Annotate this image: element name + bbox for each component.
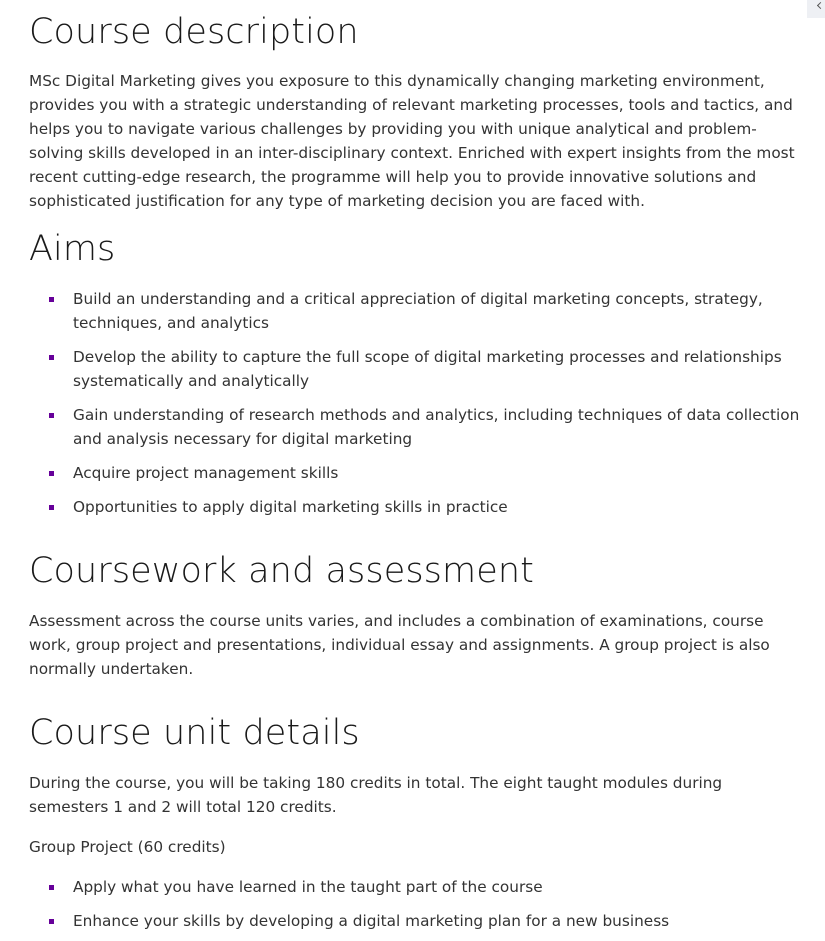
text-line: Build an understanding and a critical appreciation of digital marketing concepts, strategy,: [73, 290, 763, 308]
text-line: Enhance your skills by developing a digital marketing plan for a new business: [73, 912, 670, 930]
text-line: Acquire project management skills: [73, 464, 339, 482]
text-line: techniques, and analytics: [73, 314, 269, 332]
course-description-text: [29, 69, 819, 213]
list-item: [29, 909, 819, 933]
text-line: and analysis necessary for digital marketing: [73, 430, 413, 448]
group-project-label: Group Project (60 credits): [29, 838, 226, 856]
bullet-icon: [49, 505, 54, 510]
text-line: normally undertaken.: [29, 660, 194, 678]
list-item: [29, 345, 819, 393]
bullet-icon: [49, 885, 54, 890]
group-project-list: [29, 875, 819, 933]
aims-heading: Aims: [29, 229, 116, 269]
list-item: [29, 495, 819, 519]
text-line: MSc Digital Marketing gives you exposure to this dynamically changing marketing environment,: [29, 72, 765, 90]
scroll-up-arrow-icon[interactable]: [807, 0, 825, 18]
bullet-icon: [49, 413, 54, 418]
text-line: Develop the ability to capture the full scope of digital marketing processes and relationships: [73, 348, 782, 366]
course-description-heading: Course description: [29, 12, 359, 52]
text-line: During the course, you will be taking 180 credits in total. The eight taught modules during: [29, 774, 723, 792]
bullet-icon: [49, 471, 54, 476]
text-line: work, group project and presentations, individual essay and assignments. A group project is also: [29, 636, 770, 654]
list-item: [29, 403, 819, 451]
text-line: helps you to navigate various challenges by providing you with unique analytical and problem-: [29, 120, 757, 138]
coursework-heading: Coursework and assessment: [29, 551, 534, 591]
text-line: Apply what you have learned in the taught part of the course: [73, 878, 543, 896]
bullet-icon: [49, 355, 54, 360]
list-item: [29, 287, 819, 335]
text-line: Gain understanding of research methods and analytics, including techniques of data collection: [73, 406, 800, 424]
list-item: [29, 461, 819, 485]
bullet-icon: [49, 919, 54, 924]
text-line: recent cutting-edge research, the programme will help you to provide innovative solutions and: [29, 168, 757, 186]
text-line: systematically and analytically: [73, 372, 310, 390]
aims-list: [29, 287, 819, 519]
text-line: sophisticated justification for any type of marketing decision you are faced with.: [29, 192, 645, 210]
list-item: [29, 875, 819, 899]
text-line: Assessment across the course units varies, and includes a combination of examinations, course: [29, 612, 764, 630]
course-unit-details-heading: Course unit details: [29, 713, 360, 753]
bullet-icon: [49, 297, 54, 302]
text-line: solving skills developed in an inter-disciplinary context. Enriched with expert insights from the most: [29, 144, 795, 162]
text-line: Opportunities to apply digital marketing skills in practice: [73, 498, 508, 516]
coursework-text: [29, 609, 819, 681]
text-line: semesters 1 and 2 will total 120 credits.: [29, 798, 337, 816]
course-unit-intro: [29, 771, 819, 819]
text-line: provides you with a strategic understanding of relevant marketing processes, tools and tactics, and: [29, 96, 793, 114]
